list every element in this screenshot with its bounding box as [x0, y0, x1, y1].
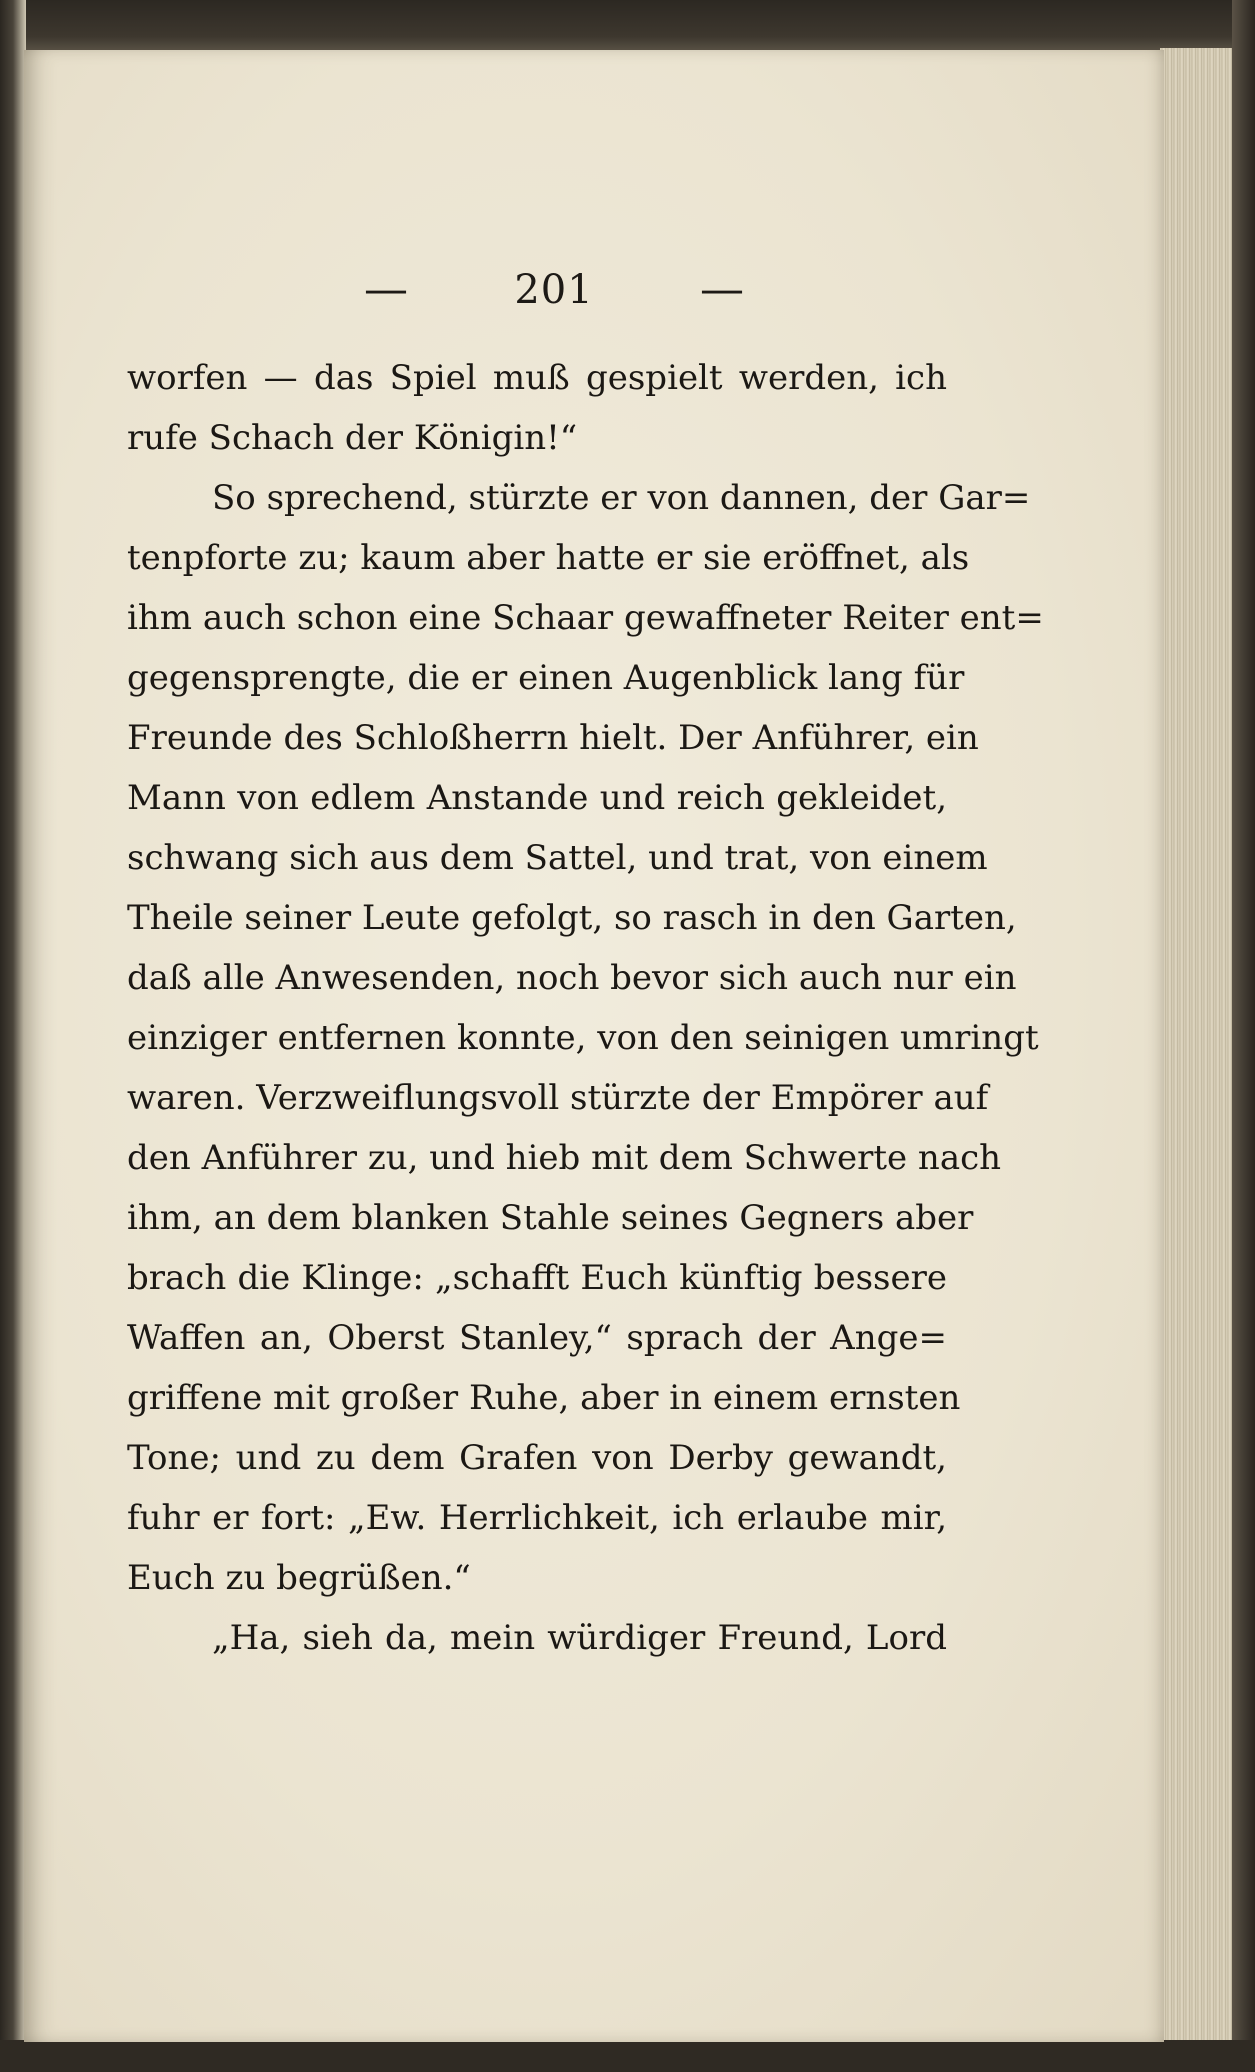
text-line: waren. Verzweiflungsvoll stürzte der Empörer auf: [127, 1078, 989, 1118]
page-number: 201: [514, 267, 594, 313]
book-page: [24, 50, 1164, 2042]
text-line: Tone; und zu dem Grafen von Derby gewandt,: [127, 1438, 947, 1478]
text-line: tenpforte zu; kaum aber hatte er sie eröffnet, als: [127, 538, 970, 578]
body-text: [127, 348, 1044, 1668]
text-line: schwang sich aus dem Sattel, und trat, von einem: [127, 838, 988, 878]
text-line: gegensprengte, die er einen Augenblick lang für: [127, 658, 965, 698]
book-cover-edge: [1232, 0, 1255, 2072]
text-line: Waffen an, Oberst Stanley,“ sprach der Ange=: [127, 1318, 947, 1358]
header-dash-right: —: [699, 264, 744, 315]
text-line: Freunde des Schloßherrn hielt. Der Anführer, ein: [127, 718, 979, 758]
header-dash-left: —: [364, 264, 408, 315]
text-line: griffene mit großer Ruhe, aber in einem ernsten: [127, 1378, 961, 1418]
text-line: Theile seiner Leute gefolgt, so rasch in den Garten,: [127, 898, 1017, 938]
text-line: fuhr er fort: „Ew. Herrlichkeit, ich erlaube mir,: [127, 1498, 947, 1538]
text-line: Mann von edlem Anstande und reich gekleidet,: [127, 778, 947, 818]
text-line: ihm, an dem blanken Stahle seines Gegners aber: [127, 1198, 974, 1238]
text-line: den Anführer zu, und hieb mit dem Schwerte nach: [127, 1138, 1002, 1178]
text-line: rufe Schach der Königin!“: [127, 418, 578, 458]
text-line: brach die Klinge: „schafft Euch künftig bessere: [127, 1258, 947, 1298]
book-bottom-edge: [0, 2040, 1255, 2072]
text-line: worfen — das Spiel muß gespielt werden, ich: [127, 358, 947, 398]
text-line: daß alle Anwesenden, noch bevor sich auch nur ein: [127, 958, 1017, 998]
page-header: [364, 260, 744, 320]
text-line: So sprechend, stürzte er von dannen, der Gar=: [212, 478, 1031, 518]
book-spine: [0, 0, 26, 2072]
text-line: einziger entfernen konnte, von den seinigen umringt: [127, 1018, 1039, 1058]
text-line: „Ha, sieh da, mein würdiger Freund, Lord: [212, 1618, 947, 1658]
text-line: ihm auch schon eine Schaar gewaffneter Reiter ent=: [127, 598, 1044, 638]
page-stack-edge: [1160, 48, 1240, 2043]
book-top-edge: [0, 0, 1255, 52]
text-line: Euch zu begrüßen.“: [127, 1558, 471, 1598]
